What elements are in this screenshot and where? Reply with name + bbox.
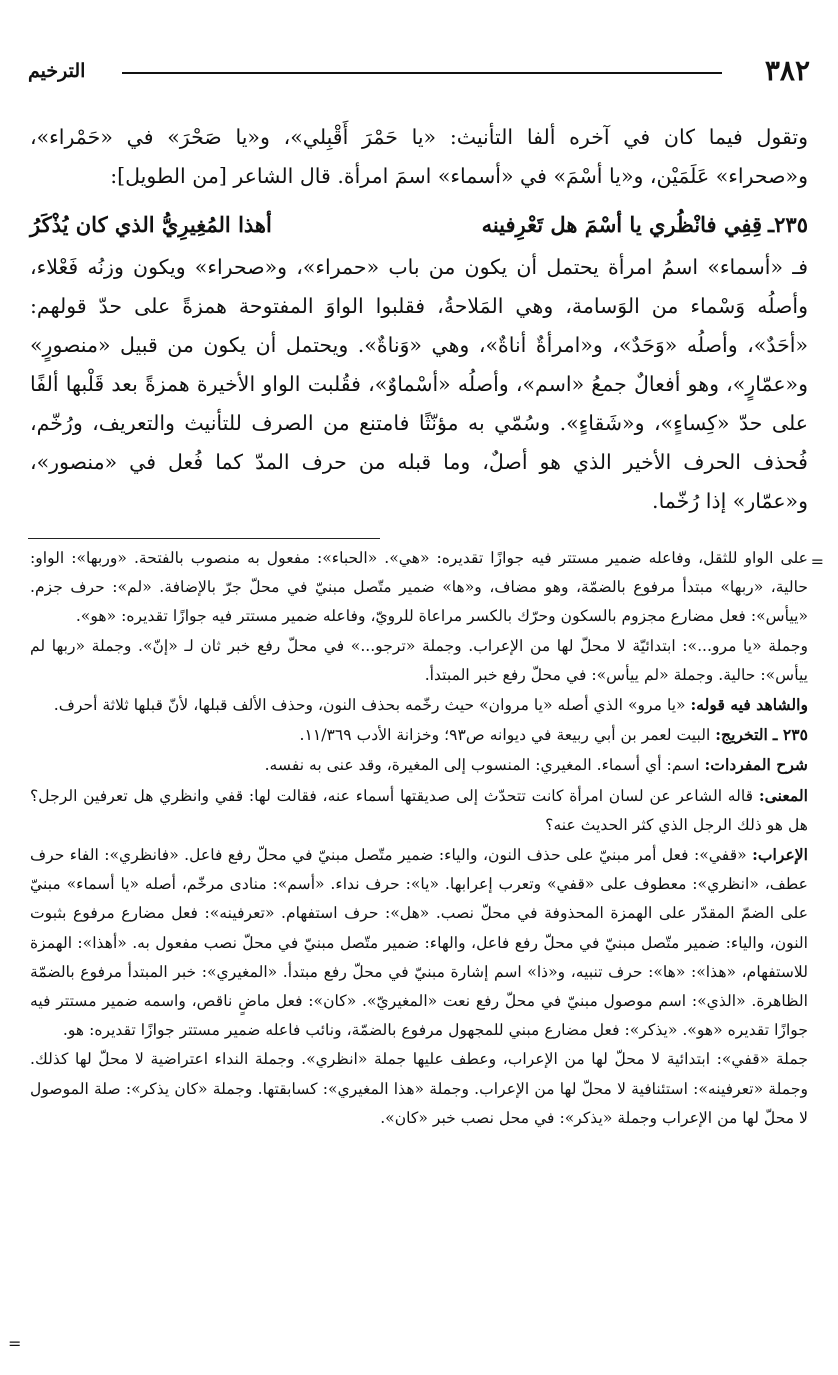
poetry-verse xyxy=(30,202,808,248)
explanation-paragraph: فـ «أسماء» اسمُ امرأة يحتمل أن يكون من باب «حمراء»، و«صحراء» ويكون وزنُه فَعْلاء، وأصلُه وَسْماء من الوَسامة، وهي المَلاحةُ، فقلبوا الواوَ المفتوحة همزةً على حدّ قولهم: «أحَدٌ»، وأصلُه «وَحَدٌ»، و«امرأةٌ أناةٌ»، وهي «وَناةٌ». ويحتمل أن يكون من قبيل «منصورٍ» و«عمّارٍ»، وهو أفعالٌ جمعُ «اسم»، وأصلُه «أسْماوٌ»، فقُلبت الواو الأخيرة همزةً بعد قَلْبها ألفًا على حدّ «كِساءٍ»، و«شَقاءٍ». وسُمّي به مؤنّثًا فامتنع من الصرف للتأنيث والتعريف، ورُخّم، فُحذف الحرف الأخير الذي هو أصلٌ، وما قبله من حرف المدّ كما فُعل في «منصور»، و«عمّار» إذا رُخّما. xyxy=(30,255,808,513)
witness-text: «يا مرو» الذي أصله «يا مروان» حيث رخّمه بحذف النون، وحذف الألف قبلها، لأنّ قبلها ثلاثة أحرف. xyxy=(53,696,691,715)
note-meaning xyxy=(30,781,808,840)
header-rule xyxy=(122,72,722,74)
vocabulary-text: اسم: أي أسماء. المغيري: المنسوب إلى المغيرة، وقد عنى به نفسه. xyxy=(264,756,705,775)
verse-first-hemistich: قِفِي فانْظُري يا أسْمَ هل تَعْرِفينه xyxy=(481,212,762,237)
meaning-text: قاله الشاعر عن لسان امرأة كانت تتحدّث إلى صديقتها أسماء عنه، فقالت لها: قفي وانظري هل تعرفين الرجل؟ هل هو ذلك الرجل الذي كثر الحديث عنه؟ xyxy=(30,786,808,834)
previous-note-lines: على الواو للثقل، وفاعله ضمير مستتر فيه جوازًا تقديره: «هي». «الحباء»: مفعول به منصوب بالفتحة. «وربها»: الواو: حالية، «ربها» مبتدأ مرفوع بالضمّة، وهو مضاف، و«ها» ضمير متّصل مبنيّ في محلّ جرّ بالإضافة. «لم»: حرف جزم. «ييأس»: فعل مضارع مجزوم بالسكون وحرّك بالكسر مراعاة للرويّ، وفاعله ضمير مستتر فيه جوازًا تقديره: «هو». xyxy=(30,549,808,626)
note-sentences: جملة «قفي»: ابتدائية لا محلّ لها من الإعراب، وعطف عليها جملة «انظري». وجملة النداء اعتراضية لا محلّ لها كذلك. وجملة «تعرفينه»: استئنافية لا محلّ لها من الإعراب. وجملة «هذا المغيري»: كسابقتها. وجملة «كان يذكر»: صلة الموصول لا محلّ لها من الإعراب وجملة «يذكر»: في محل نصب خبر «كان». xyxy=(30,1050,808,1127)
previous-note-sentences: وجملة «يا مرو...»: ابتدائيّة لا محلّ لها من الإعراب. وجملة «ترجو...» في محلّ رفع خبر ثان لـ «إنّ». وجملة «ربها لم ييأس»: حالية. وجملة «لم ييأس»: في محلّ رفع خبر المبتدأ. xyxy=(30,636,808,684)
verse-second-hemistich: أهذا المُغِيرِيُّ الذي كان يُذْكَرُ xyxy=(30,212,272,237)
page-number: ٣٨٢ xyxy=(764,54,810,87)
takhrij-label: التخريج: xyxy=(715,725,768,745)
footnotes xyxy=(30,544,808,1133)
note-takhrij xyxy=(30,720,808,750)
end-continuation-mark: = xyxy=(8,1334,22,1353)
verse-number: ٢٣٥ـ xyxy=(768,212,808,237)
page-header xyxy=(28,54,810,88)
note-vocabulary xyxy=(30,750,808,780)
previous-note-witness xyxy=(30,690,808,720)
main-text xyxy=(30,118,808,521)
footnote-divider xyxy=(28,538,380,539)
takhrij-text: البيت لعمر بن أبي ربيعة في ديوانه ص٩٣؛ وخزانة الأدب ١١/٣٦٩. xyxy=(299,726,716,745)
note-number: ٢٣٥ ـ xyxy=(772,725,808,745)
witness-label: والشاهد فيه قوله: xyxy=(690,695,808,715)
intro-paragraph: وتقول فيما كان في آخره ألفا التأنيث: «يا حَمْرَ أَقْبِلي»، و«يا صَحْرَ» في «حَمْراء»، و«صحراء» عَلَمَيْن، و«يا أسْمَ» في «أسماء» اسمَ امرأة. قال الشاعر [من الطويل]: xyxy=(30,125,808,188)
parsing-text: «قفي»: فعل أمر مبنيّ على حذف النون، والياء: ضمير متّصل مبنيّ في محلّ رفع فاعل. «فانظري»: الفاء حرف عطف، «انظري»: معطوف على «قفي» وتعرب إعرابها. «يا»: حرف نداء. «أسم»: منادى مرخّم، أصله «يا أسماء» مبنيّ على الضمّ المقدّر على الهمزة المحذوفة في محلّ نصب. «هل»: حرف استفهام. «تعرفينه»: فعل مضارع مرفوع بثبوت النون، والياء: ضمير متّصل مبنيّ في محلّ رفع فاعل، والهاء: ضمير متّصل مبنيّ في محلّ نصب مفعول به. «أهذا»: الهمزة للاستفهام، «هذا»: «ها»: حرف تنبيه، و«ذا» اسم إشارة مبنيّ في محلّ رفع مبتدأ. «المغيري»: خبر المبتدأ مرفوع بالضمّة الظاهرة. «الذي»: اسم موصول مبنيّ في محلّ رفع نعت «المغيريّ». «كان»: فعل ماضٍ ناقص، واسمه ضمير مستتر فيه جوازًا تقديره «هو». «يذكر»: فعل مضارع مبني للمجهول مرفوع بالضمّة، ونائب فاعله ضمير مستتر جوازًا تقديره: هو. xyxy=(30,846,808,1040)
running-title: الترخيم xyxy=(28,60,86,82)
note-parsing xyxy=(30,840,808,1045)
meaning-label: المعنى: xyxy=(758,785,808,805)
vocabulary-label: شرح المفردات: xyxy=(704,755,808,775)
continuation-mark: = xyxy=(810,552,824,571)
parsing-label: الإعراب: xyxy=(752,845,808,865)
